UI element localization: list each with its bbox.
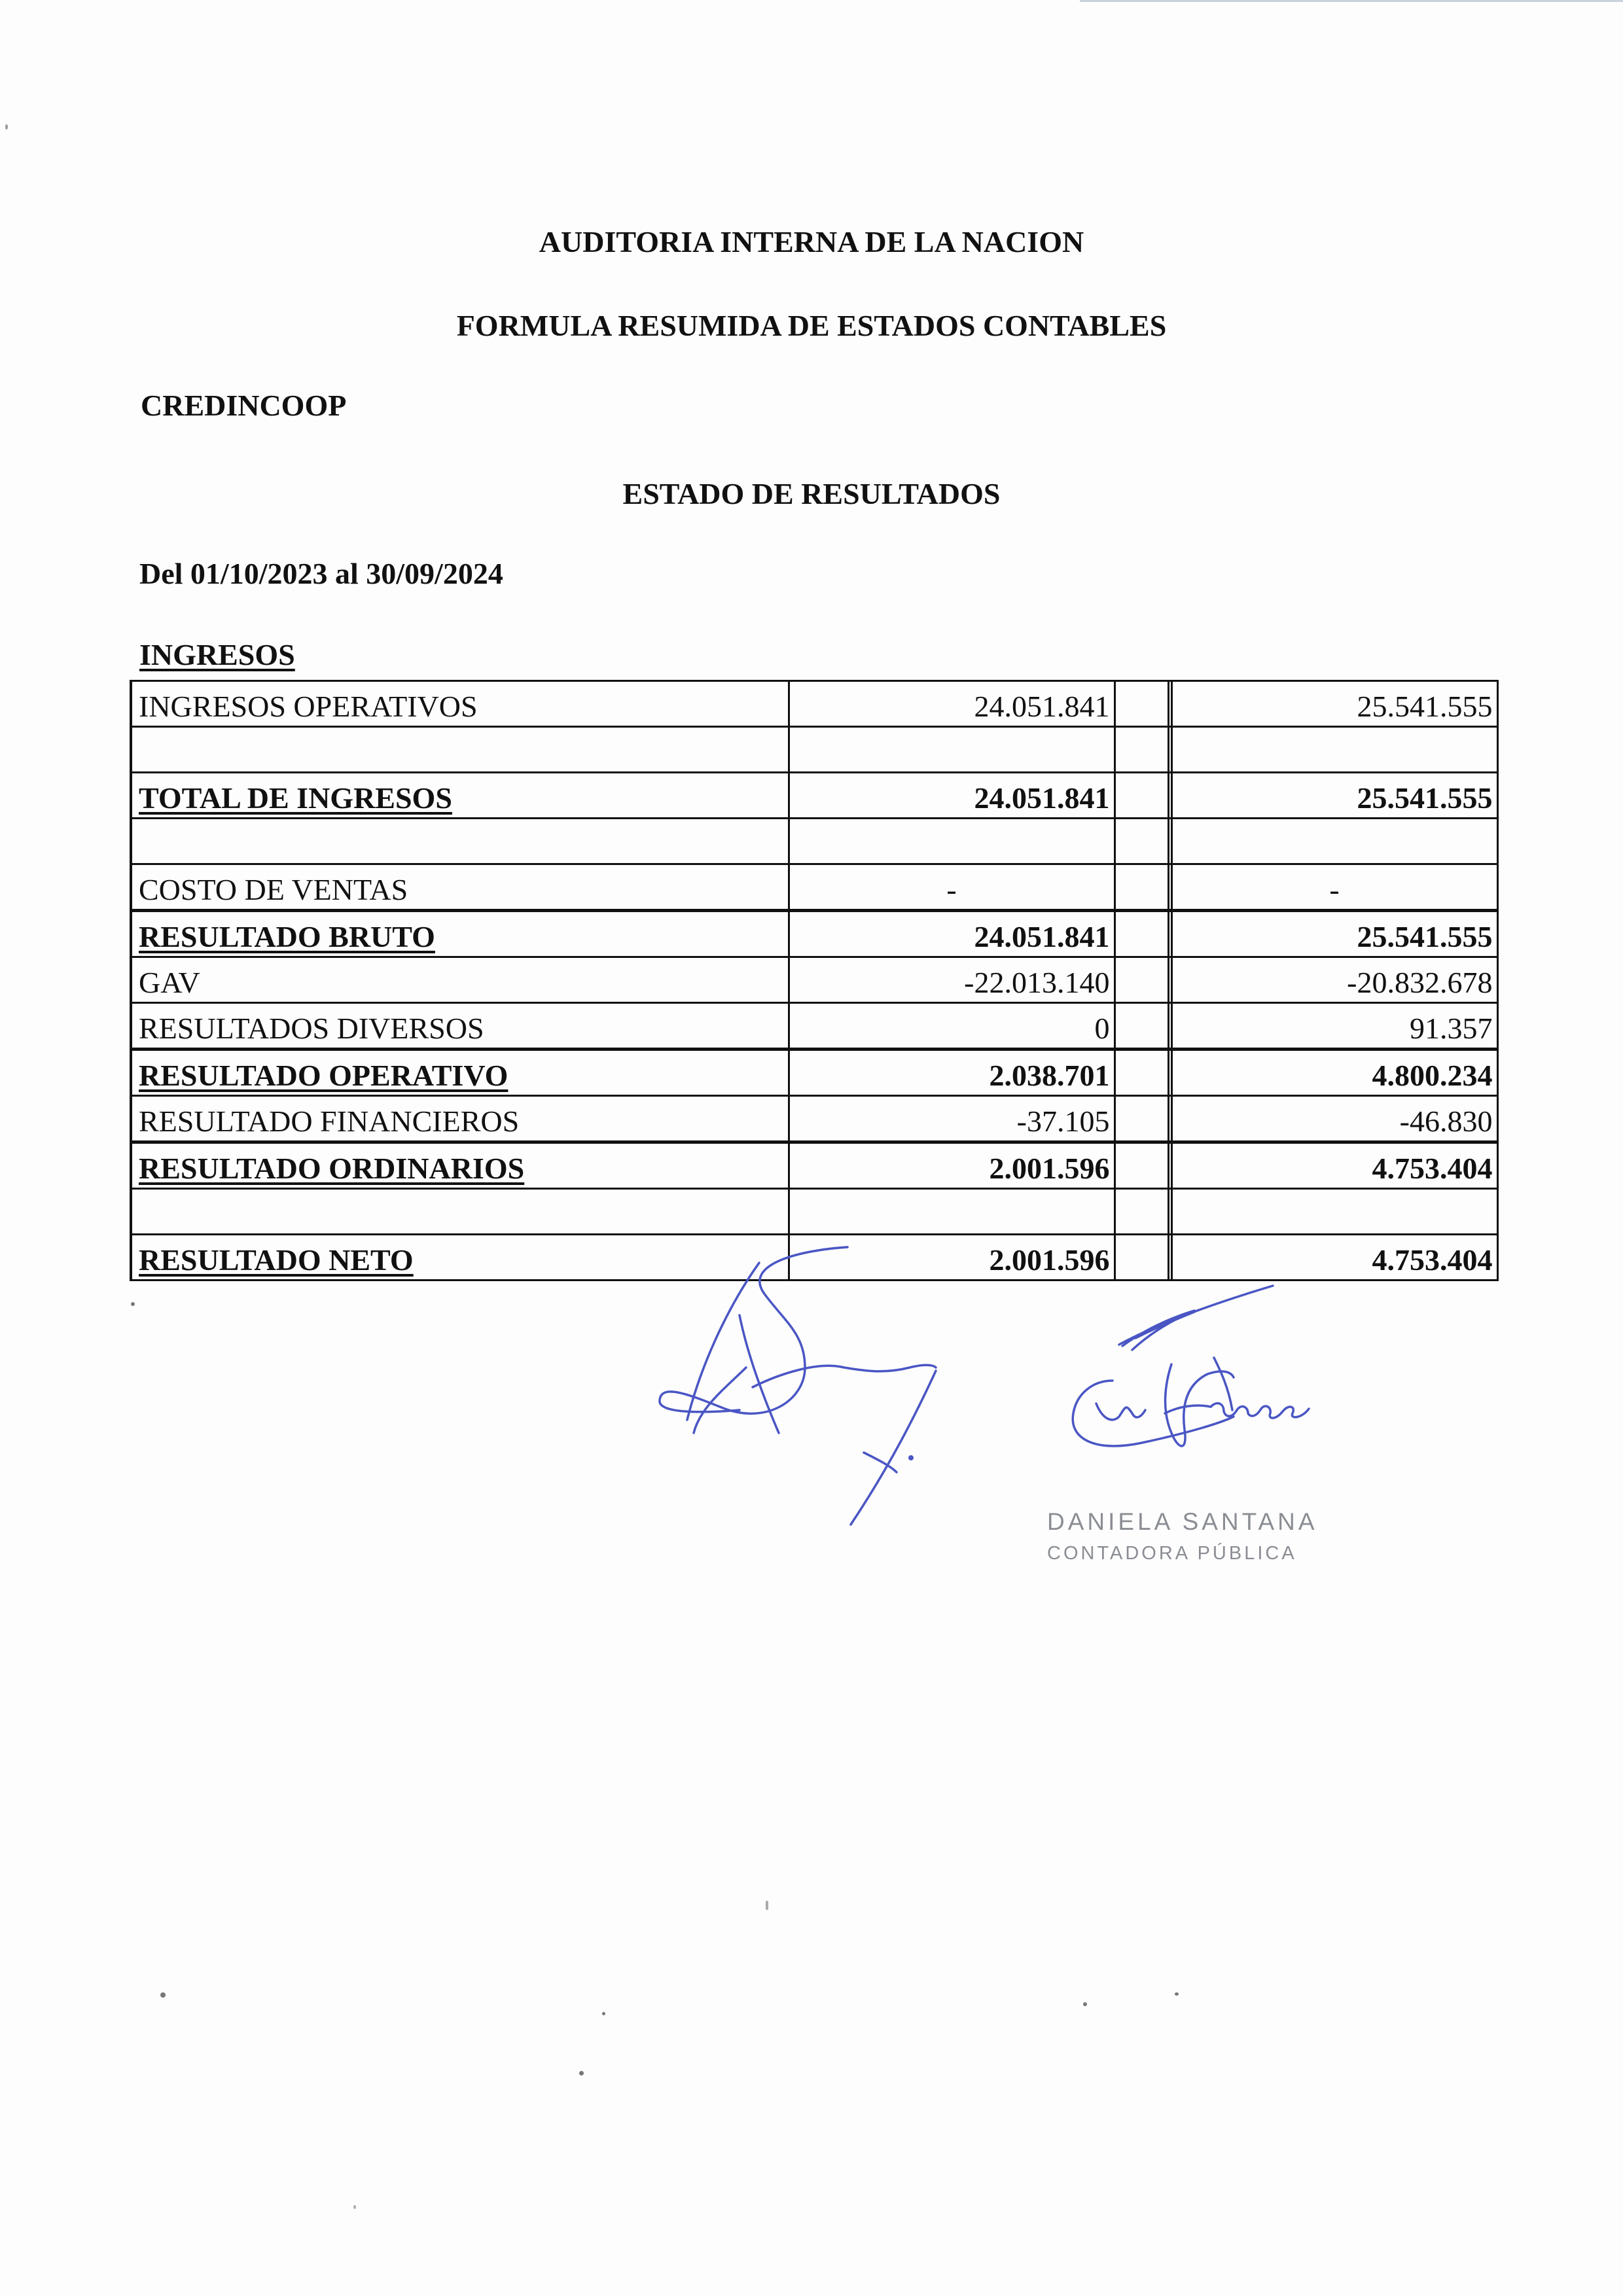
scan-speck [1083, 2002, 1087, 2006]
value-cell-period-2: -46.830 [1171, 1096, 1497, 1142]
value-cell-period-2: 91.357 [1171, 1003, 1497, 1050]
section-label-ingresos: INGRESOS [139, 638, 295, 671]
value-cell-period-1: -22.013.140 [789, 957, 1115, 1003]
spacer-cell [1115, 864, 1168, 911]
row-label: RESULTADO NETO [131, 1235, 789, 1280]
spacer-cell [1115, 1189, 1168, 1235]
scan-speck [602, 2012, 605, 2015]
row-label: RESULTADO BRUTO [131, 911, 789, 957]
row-label [131, 1189, 789, 1235]
value-cell-period-1 [789, 819, 1115, 864]
value-cell-period-1: 2.038.701 [789, 1050, 1115, 1096]
spacer-cell [1115, 1050, 1168, 1096]
table-row [131, 1142, 1497, 1189]
table-row [131, 1050, 1497, 1096]
table-row [131, 681, 1497, 727]
document-subtitle: FORMULA RESUMIDA DE ESTADOS CONTABLES [456, 309, 1167, 342]
scan-speck [5, 124, 8, 130]
row-label: RESULTADO ORDINARIOS [131, 1142, 789, 1189]
value-cell-period-2 [1171, 819, 1497, 864]
spacer-cell [1115, 819, 1168, 864]
value-cell-period-1 [789, 727, 1115, 773]
spacer-cell [1115, 681, 1168, 727]
value-cell-period-2 [1171, 1189, 1497, 1235]
value-cell-period-2: 4.800.234 [1171, 1050, 1497, 1096]
scan-speck [1175, 1992, 1179, 1996]
signature-right [1057, 1273, 1332, 1495]
spacer-cell [1115, 1142, 1168, 1189]
income-statement-table [130, 680, 1499, 1281]
row-label: COSTO DE VENTAS [131, 864, 789, 911]
table-row [131, 773, 1497, 819]
value-cell-period-2: 4.753.404 [1171, 1235, 1497, 1280]
value-cell-period-1: 2.001.596 [789, 1142, 1115, 1189]
table-row [131, 1003, 1497, 1050]
value-cell-period-1: -37.105 [789, 1096, 1115, 1142]
scan-edge-line [1080, 0, 1623, 2]
value-cell-period-2: 25.541.555 [1171, 911, 1497, 957]
spacer-cell [1115, 957, 1168, 1003]
scan-speck [579, 2071, 584, 2075]
scan-speck [353, 2205, 356, 2209]
value-cell-period-1: - [789, 864, 1115, 911]
value-cell-period-1: 24.051.841 [789, 681, 1115, 727]
row-label: RESULTADOS DIVERSOS [131, 1003, 789, 1050]
value-cell-period-2: -20.832.678 [1171, 957, 1497, 1003]
value-cell-period-1: 2.001.596 [789, 1235, 1115, 1280]
value-cell-period-2: 4.753.404 [1171, 1142, 1497, 1189]
row-label: RESULTADO FINANCIEROS [131, 1096, 789, 1142]
stamp-name: DANIELA SANTANA [1047, 1508, 1318, 1535]
value-cell-period-2: 25.541.555 [1171, 681, 1497, 727]
table-row [131, 957, 1497, 1003]
row-label: GAV [131, 957, 789, 1003]
value-cell-period-1: 24.051.841 [789, 773, 1115, 819]
value-cell-period-2 [1171, 727, 1497, 773]
value-cell-period-1 [789, 1189, 1115, 1235]
table-row [131, 727, 1497, 773]
row-label [131, 727, 789, 773]
table-row [131, 1189, 1497, 1235]
statement-period: Del 01/10/2023 al 30/09/2024 [139, 557, 503, 590]
spacer-cell [1115, 773, 1168, 819]
stamp-role: CONTADORA PÚBLICA [1047, 1543, 1297, 1564]
table-row [131, 864, 1497, 911]
row-label: INGRESOS OPERATIVOS [131, 681, 789, 727]
document-title: AUDITORIA INTERNA DE LA NACION [539, 225, 1084, 258]
table-row [131, 911, 1497, 957]
table-row [131, 819, 1497, 864]
scan-speck [160, 1992, 166, 1998]
statement-title: ESTADO DE RESULTADOS [622, 477, 1001, 510]
value-cell-period-2: - [1171, 864, 1497, 911]
row-label: RESULTADO OPERATIVO [131, 1050, 789, 1096]
signature-left [648, 1237, 955, 1538]
value-cell-period-2: 25.541.555 [1171, 773, 1497, 819]
value-cell-period-1: 0 [789, 1003, 1115, 1050]
row-label [131, 819, 789, 864]
entity-name: CREDINCOOP [141, 389, 347, 422]
row-label: TOTAL DE INGRESOS [131, 773, 789, 819]
spacer-cell [1115, 727, 1168, 773]
scan-speck [766, 1901, 768, 1910]
spacer-cell [1115, 1003, 1168, 1050]
value-cell-period-1: 24.051.841 [789, 911, 1115, 957]
spacer-cell [1115, 911, 1168, 957]
spacer-cell [1115, 1096, 1168, 1142]
scan-speck [131, 1302, 135, 1306]
table-row [131, 1096, 1497, 1142]
